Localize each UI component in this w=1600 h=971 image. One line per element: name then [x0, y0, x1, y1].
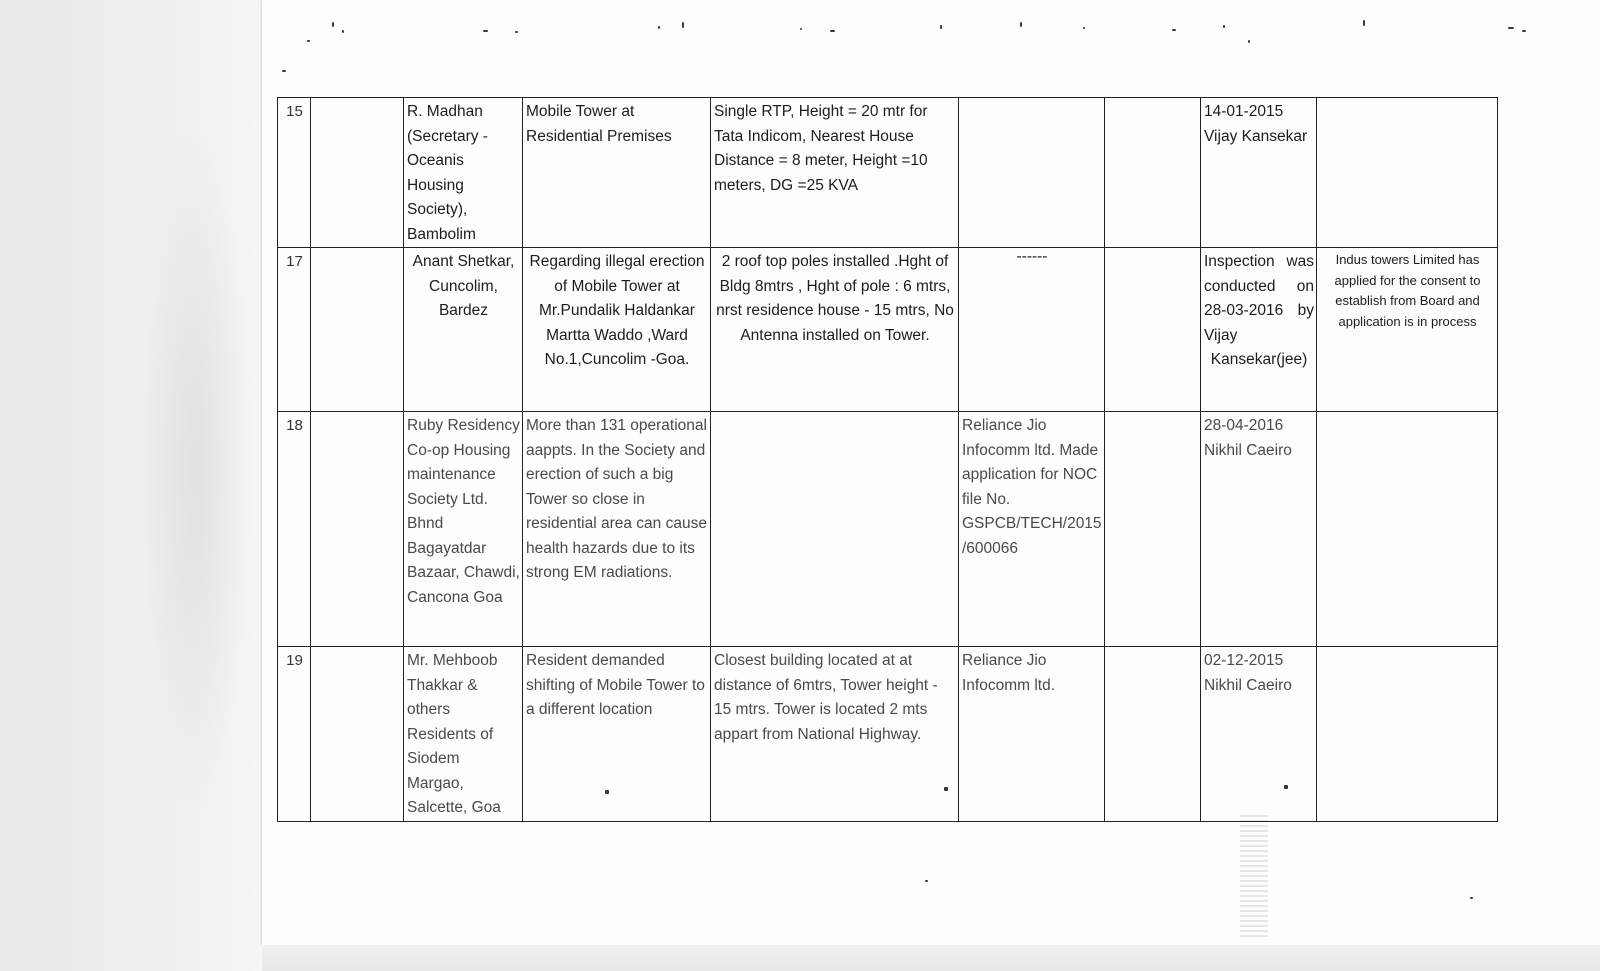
details-cell: 2 roof top poles installed .Hght of Bldg 8mtrs , Hght of pole : 6 mtrs, nrst residence house - 15 mtrs, No Antenna installed on Tower. [711, 248, 959, 412]
cell-blank [311, 412, 404, 647]
table-row [278, 647, 1498, 822]
operator-cell [959, 98, 1105, 248]
cell-blank [1105, 98, 1201, 248]
scanner-bottom-edge [262, 945, 1600, 971]
cell-blank [1105, 248, 1201, 412]
cell-blank [1105, 412, 1201, 647]
cell-blank [1105, 647, 1201, 822]
details-cell [711, 412, 959, 647]
inspection-cell: 02-12-2015 Nikhil Caeiro [1201, 647, 1317, 822]
table-row [278, 412, 1498, 647]
remarks-cell [1317, 647, 1498, 822]
operator-cell: Reliance Jio Infocomm ltd. Made application for NOC file No. GSPCB/TECH/2015/600066 [959, 412, 1105, 647]
cell-blank [311, 248, 404, 412]
complainant-cell: Ruby Residency Co-op Housing maintenance Society Ltd. Bhnd Bagayatdar Bazaar, Chawdi, Cancona Goa [404, 412, 523, 647]
complainant-cell: Mr. Mehboob Thakkar & others Residents of Siodem Margao, Salcette, Goa [404, 647, 523, 822]
remarks-cell [1317, 412, 1498, 647]
row-number: 15 [278, 98, 311, 248]
table-row [278, 248, 1498, 412]
row-number: 19 [278, 647, 311, 822]
remarks-cell: Indus towers Limited has applied for the consent to establish from Board and application is in process [1317, 248, 1498, 412]
subject-cell: Regarding illegal erection of Mobile Tower at Mr.Pundalik Haldankar Martta Waddo ,Ward No.1,Cuncolim -Goa. [523, 248, 711, 412]
inspection-cell: 28-04-2016 Nikhil Caeiro [1201, 412, 1317, 647]
cell-blank [311, 647, 404, 822]
scanner-background [0, 0, 262, 971]
operator-cell: ------ [959, 248, 1105, 412]
complainant-cell: Anant Shetkar, Cuncolim, Bardez [404, 248, 523, 412]
subject-cell: Mobile Tower at Residential Premises [523, 98, 711, 248]
complaints-table [277, 97, 1498, 822]
operator-cell: Reliance Jio Infocomm ltd. [959, 647, 1105, 822]
table-row [278, 98, 1498, 248]
complainant-cell: R. Madhan (Secretary - Oceanis Housing Society), Bambolim [404, 98, 523, 248]
details-cell: Single RTP, Height = 20 mtr for Tata Indicom, Nearest House Distance = 8 meter, Height =10 meters, DG =25 KVA [711, 98, 959, 248]
row-number: 17 [278, 248, 311, 412]
details-cell: Closest building located at at distance of 6mtrs, Tower height - 15 mtrs. Tower is located 2 mts appart from National Highway. [711, 647, 959, 822]
row-number: 18 [278, 412, 311, 647]
inspection-cell: Inspection was conducted on 28-03-2016 by Vijay Kansekar(jee) [1201, 248, 1317, 412]
inspection-cell: 14-01-2015 Vijay Kansekar [1201, 98, 1317, 248]
subject-cell: Resident demanded shifting of Mobile Tower to a different location [523, 647, 711, 822]
subject-cell: More than 131 operational aappts. In the Society and erection of such a big Tower so close in residential area can cause health hazards due to its strong EM radiations. [523, 412, 711, 647]
cell-blank [311, 98, 404, 248]
remarks-cell [1317, 98, 1498, 248]
